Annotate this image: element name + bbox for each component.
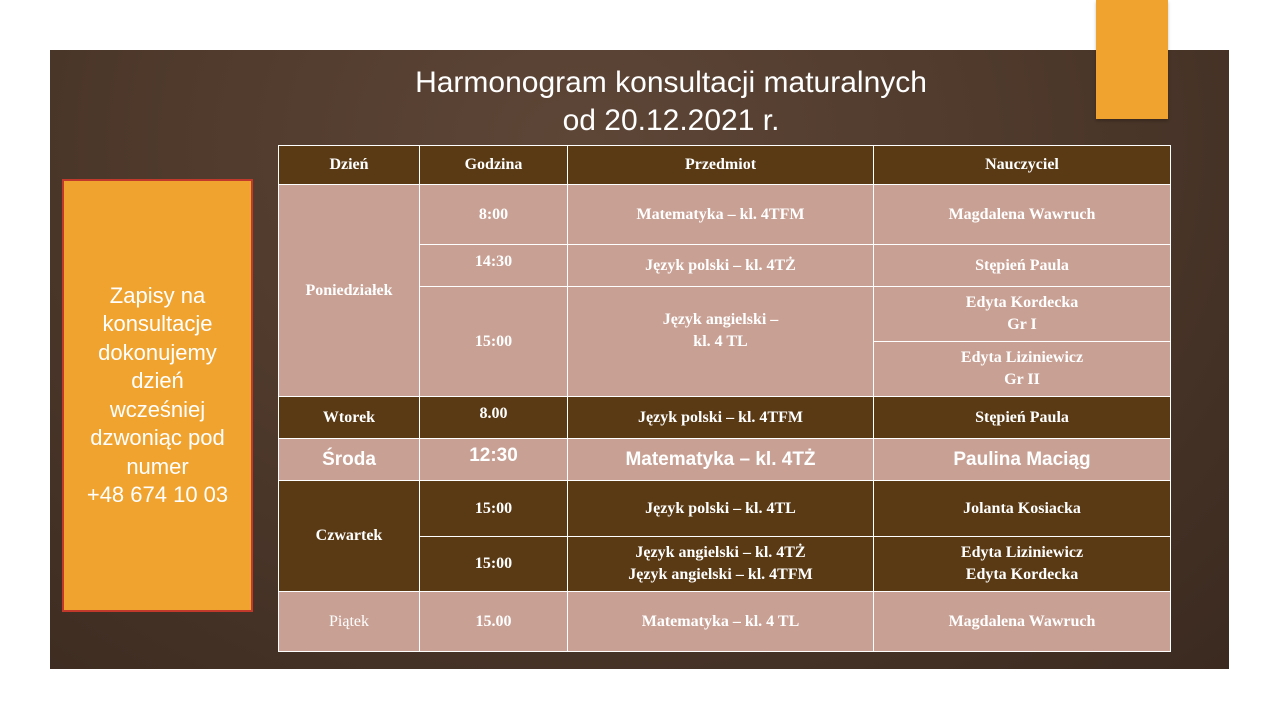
time-cell: 15:00 [420, 537, 568, 592]
table-header-row [279, 146, 1171, 185]
teacher-cell: Stępień Paula [874, 245, 1171, 287]
time-cell: 8:00 [420, 185, 568, 245]
teacher-text: Edyta Kordecka Gr I [965, 294, 1079, 333]
teacher-cell: Jolanta Kosiacka [874, 481, 1171, 537]
teacher-cell: Paulina Maciąg [874, 439, 1171, 481]
time-cell [420, 287, 568, 397]
subject-cell [568, 537, 874, 592]
subject-cell: Język polski – kl. 4TFM [568, 397, 874, 439]
corner-accent-tab [1096, 0, 1168, 119]
teacher-cell: Stępień Paula [874, 397, 1171, 439]
teacher-text: Edyta Liziniewicz Gr II [960, 349, 1084, 388]
subject-cell: Język polski – kl. 4TŻ [568, 245, 874, 287]
subject-cell: Język polski – kl. 4TL [568, 481, 874, 537]
time-cell: 8.00 [420, 397, 568, 439]
schedule-table [278, 145, 1171, 652]
teacher-text: Edyta Liziniewicz Edyta Kordecka [960, 544, 1084, 583]
header-subject: Przedmiot [568, 146, 874, 185]
teacher-cell [874, 342, 1171, 397]
subject-cell: Matematyka – kl. 4 TL [568, 592, 874, 652]
time-cell: 14:30 [420, 245, 568, 287]
teacher-cell: Magdalena Wawruch [874, 185, 1171, 245]
registration-note-text: Zapisy na konsultacje dokonujemy dzień wcześniej dzwoniąc pod numer +48 674 10 03 [86, 282, 229, 507]
day-cell-czwartek: Czwartek [279, 481, 420, 592]
table-row [279, 439, 1171, 481]
header-teacher: Nauczyciel [874, 146, 1171, 185]
time-cell: 15:00 [420, 481, 568, 537]
table-row [279, 481, 1171, 537]
header-time: Godzina [420, 146, 568, 185]
table-row [279, 397, 1171, 439]
day-cell-piatek: Piątek [279, 592, 420, 652]
registration-note-box [62, 179, 253, 612]
time-text: 15:00 [474, 332, 513, 350]
table-row [279, 185, 1171, 245]
slide-title [280, 64, 1062, 140]
title-line-1: Harmonogram konsultacji maturalnych [415, 66, 927, 99]
subject-text: Język angielski – kl. 4TŻ Język angielski – kl. 4TFM [628, 544, 813, 583]
teacher-cell: Magdalena Wawruch [874, 592, 1171, 652]
teacher-cell [874, 287, 1171, 342]
day-cell-poniedzialek: Poniedziałek [279, 185, 420, 397]
day-cell-wtorek: Wtorek [279, 397, 420, 439]
subject-text: Język angielski – kl. 4 TL [662, 310, 779, 350]
teacher-cell [874, 537, 1171, 592]
title-line-2: od 20.12.2021 r. [562, 104, 780, 137]
time-cell: 12:30 [420, 439, 568, 481]
time-cell: 15.00 [420, 592, 568, 652]
header-day: Dzień [279, 146, 420, 185]
subject-cell [568, 287, 874, 397]
subject-cell: Matematyka – kl. 4TFM [568, 185, 874, 245]
day-cell-sroda: Środa [279, 439, 420, 481]
table-row [279, 592, 1171, 652]
subject-cell: Matematyka – kl. 4TŻ [568, 439, 874, 481]
